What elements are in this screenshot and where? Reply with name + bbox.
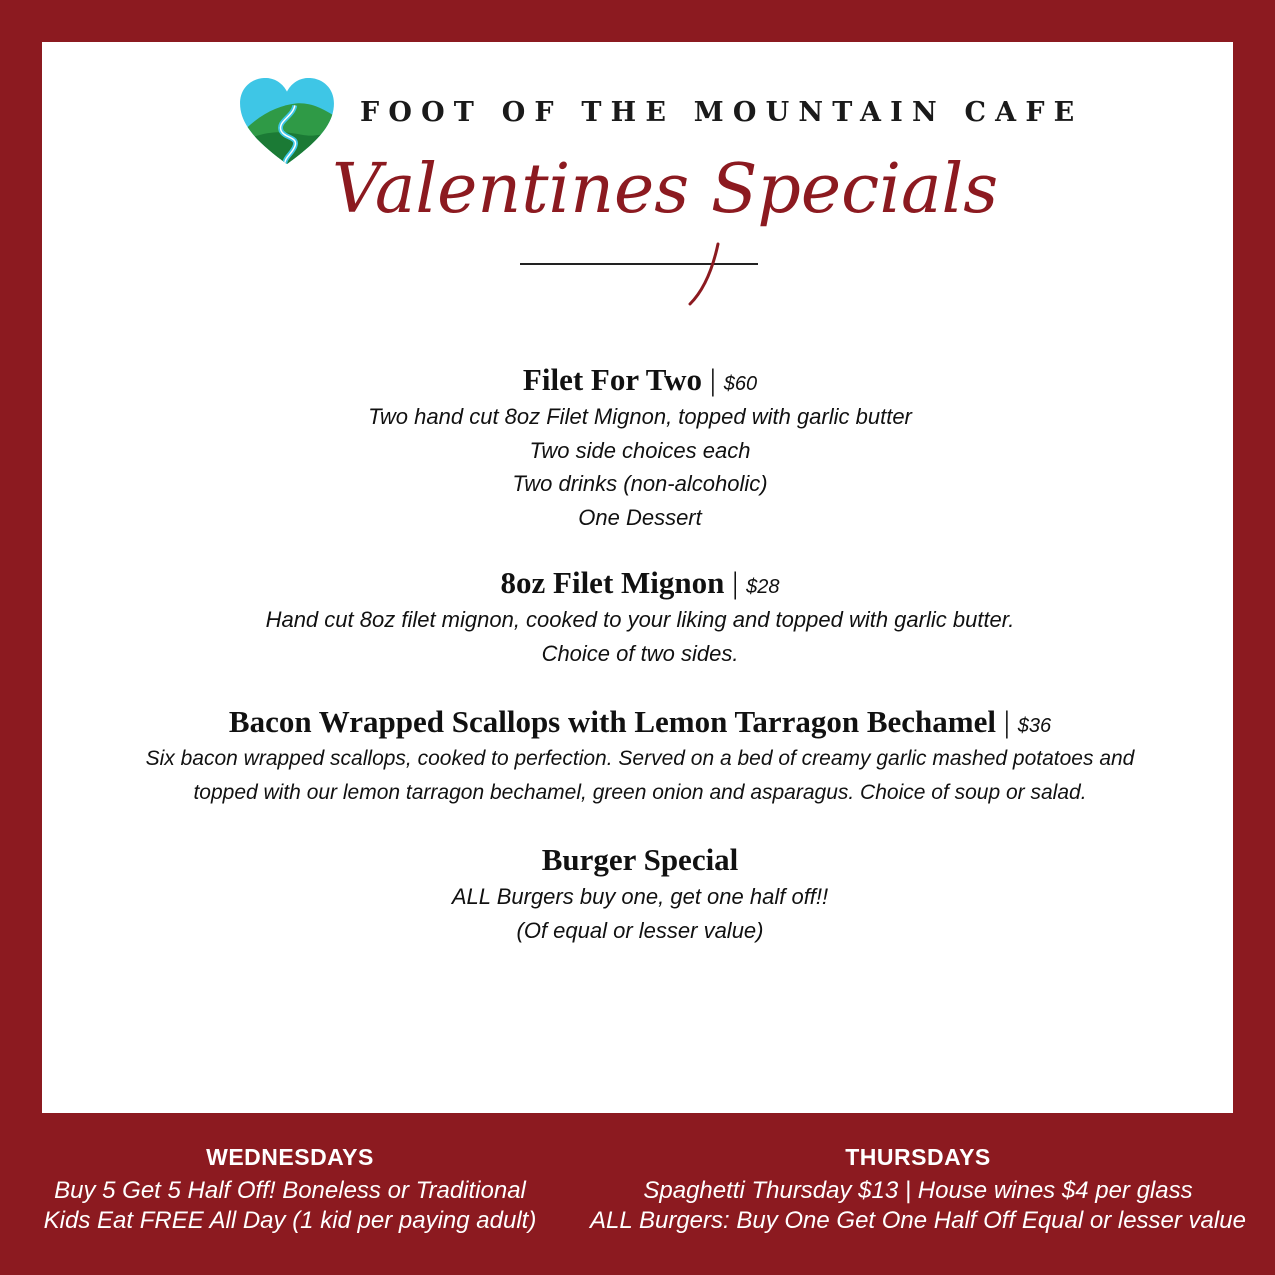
wednesdays-line: Buy 5 Get 5 Half Off! Boneless or Traditional bbox=[54, 1177, 526, 1204]
menu-item-desc-line: (Of equal or lesser value) bbox=[516, 917, 764, 943]
menu-item-separator: | bbox=[732, 565, 739, 600]
menu-item-desc-line: Hand cut 8oz filet mignon, cooked to your liking and topped with garlic butter. bbox=[265, 607, 1015, 632]
wednesdays-title: WEDNESDAYS bbox=[206, 1144, 374, 1170]
menu-item-name: 8oz Filet Mignon bbox=[500, 565, 725, 600]
menu-item-desc-line: Six bacon wrapped scallops, cooked to perfection. Served on a bed of creamy garlic mashed potatoes and bbox=[145, 747, 1135, 770]
menu-item-price: $36 bbox=[1017, 715, 1052, 737]
thursdays-title: THURSDAYS bbox=[845, 1144, 991, 1170]
menu-item-desc-line: Two drinks (non-alcoholic) bbox=[512, 471, 768, 496]
menu-item-separator: | bbox=[709, 362, 716, 397]
wednesdays-section bbox=[10, 1138, 570, 1236]
menu-item-bacon-wrapped-scallops bbox=[42, 702, 1238, 809]
menu-item-heading bbox=[42, 360, 1238, 400]
menu-item-name: Burger Special bbox=[541, 842, 739, 877]
menu-item-desc-line: ALL Burgers buy one, get one half off!! bbox=[451, 884, 829, 909]
menu-item-burger-special bbox=[42, 840, 1238, 947]
menu-panel bbox=[42, 42, 1233, 1113]
menu-item-filet-mignon bbox=[42, 563, 1238, 670]
menu-item-desc-line: Two side choices each bbox=[529, 437, 751, 463]
menu-item-desc-line: Choice of two sides. bbox=[541, 640, 739, 666]
menu-item-name: Filet For Two bbox=[522, 362, 702, 397]
thursdays-section bbox=[568, 1138, 1268, 1236]
menu-item-desc-line: Two hand cut 8oz Filet Mignon, topped with garlic butter bbox=[368, 404, 912, 429]
menu-item-name: Bacon Wrapped Scallops with Lemon Tarragon Bechamel bbox=[228, 704, 996, 739]
menu-item-desc-line: One Dessert bbox=[578, 504, 702, 530]
thursdays-line: ALL Burgers: Buy One Get One Half Off Equal or lesser value bbox=[590, 1207, 1246, 1234]
specials-menu bbox=[42, 360, 1238, 947]
menu-item-separator: | bbox=[1003, 704, 1010, 739]
heart-mountain-logo-icon bbox=[238, 76, 336, 166]
cafe-name: FOOT OF THE MOUNTAIN CAFE bbox=[360, 97, 1084, 128]
title-flourish-icon bbox=[682, 242, 762, 312]
menu-item-desc-line: topped with our lemon tarragon bechamel, green onion and asparagus. Choice of soup or salad. bbox=[193, 780, 1087, 804]
menu-item-price: $60 bbox=[723, 373, 758, 395]
wednesdays-line: Kids Eat FREE All Day (1 kid per paying adult) bbox=[43, 1207, 537, 1234]
menu-item-heading bbox=[42, 840, 1238, 880]
menu-item-heading bbox=[42, 702, 1238, 742]
menu-item-filet-for-two bbox=[42, 360, 1238, 534]
page-title: Valentines Specials bbox=[332, 150, 999, 229]
menu-item-heading bbox=[42, 563, 1238, 603]
thursdays-line: Spaghetti Thursday $13 | House wines $4 per glass bbox=[643, 1177, 1193, 1204]
menu-item-price: $28 bbox=[746, 576, 780, 598]
